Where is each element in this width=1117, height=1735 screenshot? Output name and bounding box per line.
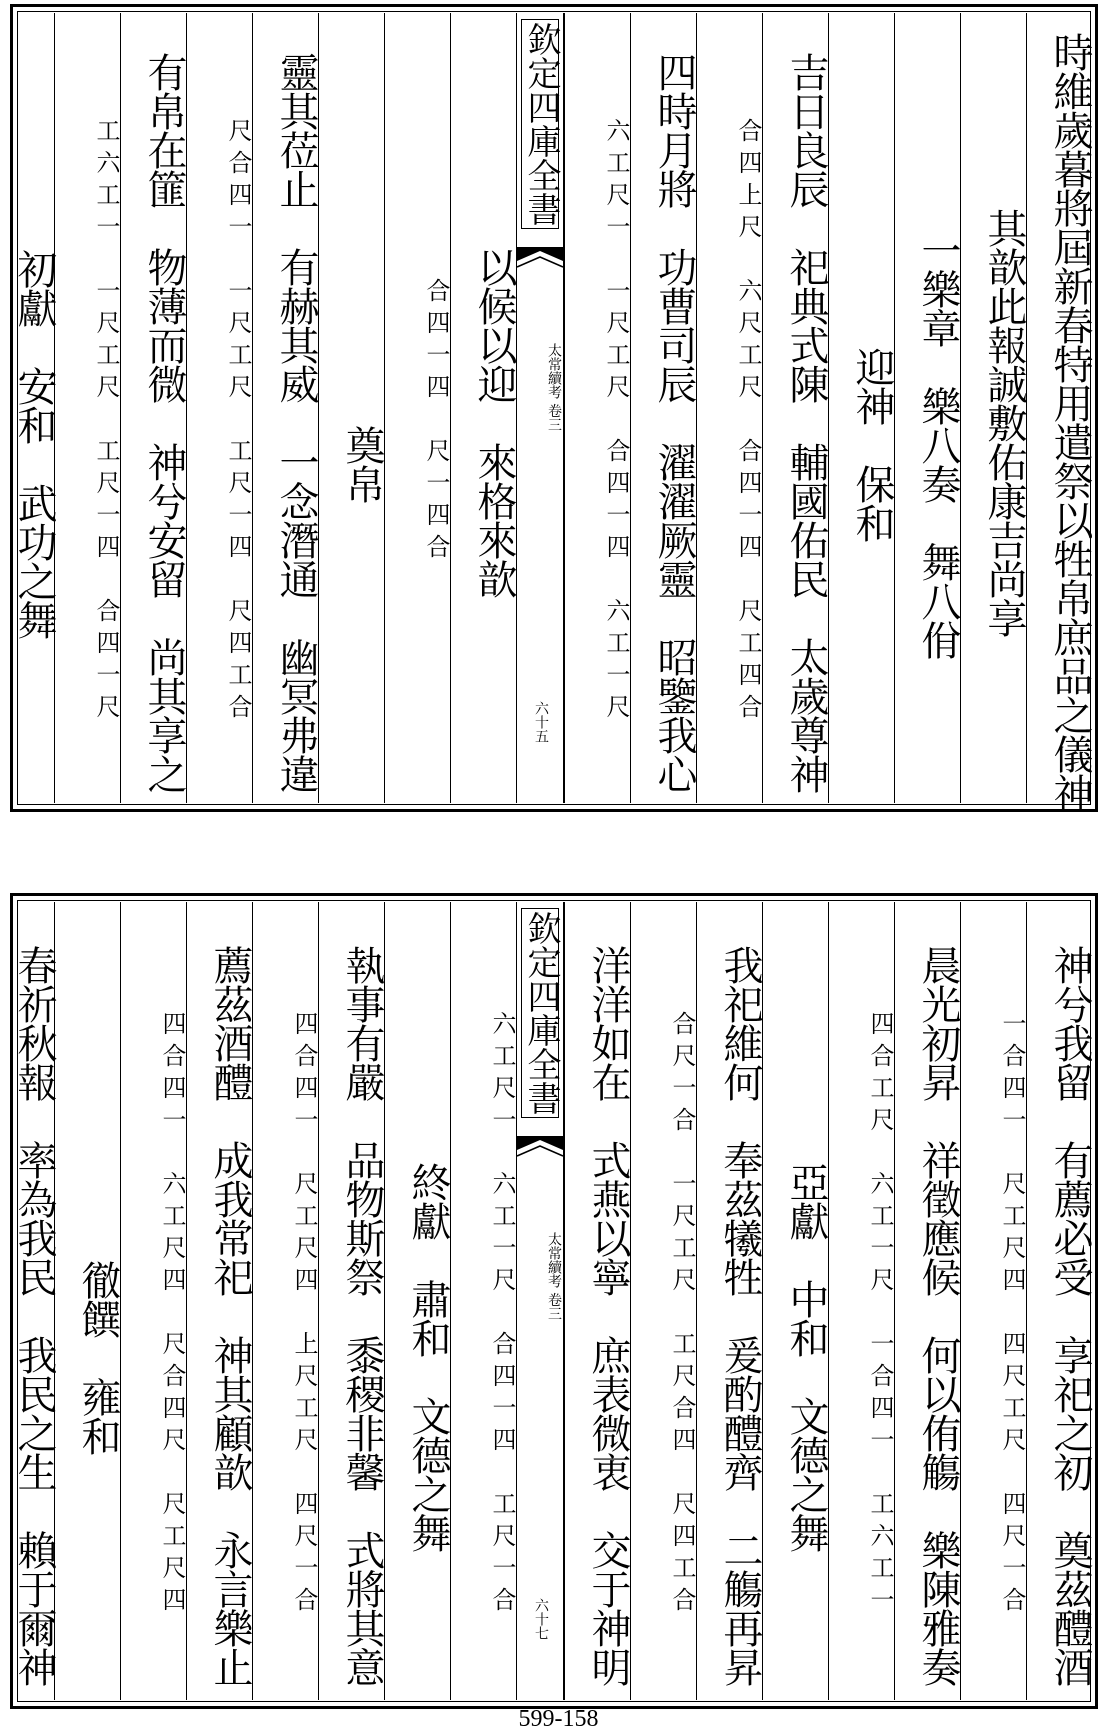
column-text: 迎神 保和 [849,346,895,542]
text-column [828,13,895,803]
bottom-page [10,893,1098,1709]
column-text: 我祀維何 奉茲犧牲 爰酌醴齊 二觴再昇 [717,944,763,1686]
music-notation-column [186,13,250,803]
center-spine [516,902,564,1700]
music-notation-column [450,902,514,1700]
top-page [10,4,1098,812]
column-text: 晨光初昇 祥徵應候 何以侑觴 樂陳雅奏 [915,944,961,1686]
text-column [54,902,121,1700]
column-text: 一合四一 尺工尺四 四尺工尺 四尺一合 [998,1011,1026,1619]
text-column [0,13,57,803]
text-column [318,902,385,1700]
text-column [894,13,961,803]
column-text: 終獻 肅和 文德之舞 [405,1162,451,1552]
spine-title: 欽定四庫全書 [521,908,559,1118]
text-column [186,902,253,1700]
fishtail-mark-icon [517,1136,563,1172]
music-notation-column [564,13,628,803]
music-notation-column [120,902,184,1700]
column-text: 神兮我留 有薦必受 享祀之初 奠茲醴酒 [1047,944,1093,1686]
text-column [450,13,517,803]
text-column [762,902,829,1700]
text-column [696,902,763,1700]
text-column [1026,13,1093,812]
column-text: 其歆此報誠敷佑康吉尚享 [981,207,1027,637]
spine-book-title: 太常續考 [546,1232,562,1288]
column-text: 徹饌 雍和 [75,1259,121,1455]
column-text: 一樂章 樂八奏 舞八佾 [915,229,961,659]
text-column [894,902,961,1700]
column-text: 吉日良辰 祀典式陳 輔國佑民 太歲尊神 [783,51,829,793]
column-text: 四時月將 功曹司辰 濯濯厥靈 昭鑒我心 [651,51,697,793]
text-column [120,13,187,803]
column-text: 四合四一 六工尺四 尺合四尺 尺工尺四 [158,1011,186,1619]
music-notation-column [384,13,448,803]
column-text: 四合工尺 六工一尺 一合四一 工六工一 [866,1011,894,1619]
music-notation-column [630,902,694,1700]
music-notation-column [828,902,892,1700]
column-text: 薦茲酒醴 成我常祀 神其顧歆 永言樂止 [207,944,253,1686]
column-text: 亞獻 中和 文德之舞 [783,1162,829,1552]
column-text: 有帛在篚 物薄而微 神兮安留 尚其享之 [141,51,187,793]
column-text: 執事有嚴 品物斯祭 黍稷非馨 式將其意 [339,944,385,1686]
column-text: 合尺一合 一尺工尺 工尺合四 尺四工合 [668,1011,696,1619]
spine-page-number: 六十七 [533,1598,549,1640]
spine-volume: 卷三 [546,403,562,432]
column-text: 靈其莅止 有赫其威 一念潛通 幽冥弗違 [273,51,319,793]
spine-title: 欽定四庫全書 [521,19,559,229]
column-text: 春祈秋報 率為我民 我民之生 賴于爾神 [11,944,57,1686]
column-text: 合四一四 尺一四合 [422,278,450,566]
column-text: 以候以迎 來格來歆 [471,246,517,598]
text-column [762,13,829,803]
column-text: 時維歲暮將屆新春特用遣祭以牲帛庶品之儀神 [1047,32,1093,812]
spine-page-number: 六十五 [533,701,549,743]
page-reference: 599-158 [518,1706,599,1732]
text-column [1026,902,1093,1700]
text-column [0,902,57,1700]
music-notation-column [54,13,118,803]
spine-book-title: 太常續考 [546,343,562,399]
column-text: 尺合四一 一尺工尺 工尺一四 尺四工合 [224,118,252,726]
column-text: 四合四一 尺工尺四 上尺工尺 四尺一合 [290,1011,318,1619]
column-text: 六工尺一 一尺工尺 合四一四 六工一尺 [602,118,630,726]
music-notation-column [252,902,316,1700]
text-column [960,13,1027,803]
column-text: 奠帛 [339,425,385,503]
spine-subtitle [521,343,561,431]
spine-subtitle [521,1232,561,1320]
music-notation-column [696,13,760,803]
text-column [384,902,451,1700]
column-text: 工六工一 一尺工尺 工尺一四 合四一尺 [92,118,120,726]
spine-volume: 卷三 [546,1292,562,1321]
column-text: 合四上尺 六尺工尺 合四一四 尺工四合 [734,118,762,726]
text-column [630,13,697,803]
column-text: 六工尺一 六工一尺 合四一四 工尺一合 [488,1011,516,1619]
music-notation-column [960,902,1024,1700]
text-column [252,13,319,803]
column-text: 洋洋如在 式燕以寧 庶表微衷 交于神明 [585,944,631,1686]
text-column [318,13,385,803]
fishtail-mark-icon [517,247,563,283]
column-text: 初獻 安和 武功之舞 [11,249,57,639]
text-column [564,902,631,1700]
center-spine [516,13,564,803]
